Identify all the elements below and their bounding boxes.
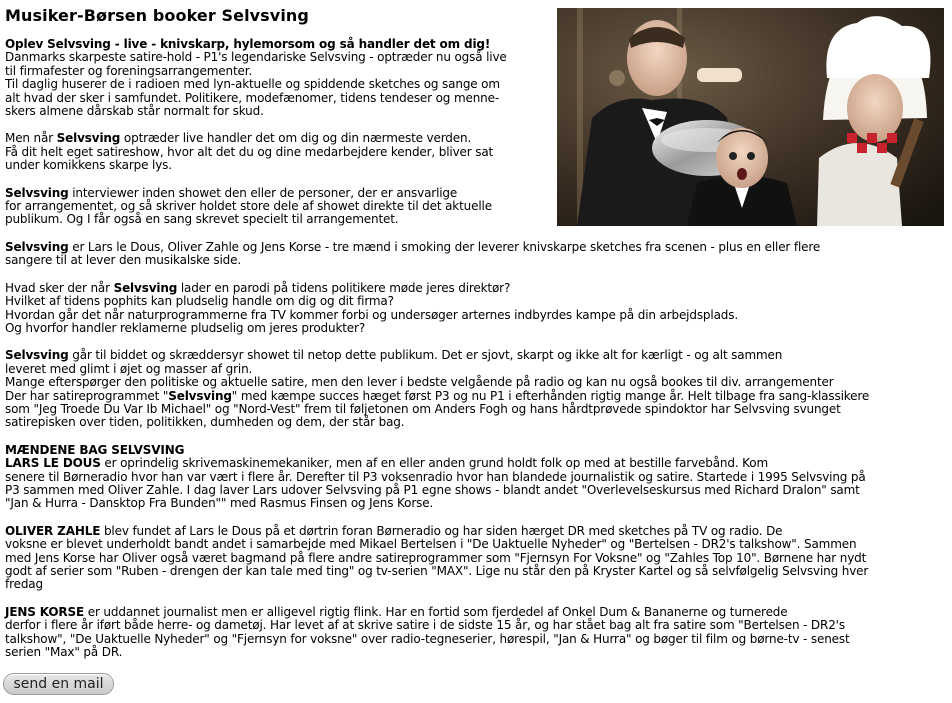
text-line: skers almene dårskab står normalt for skud. [5, 104, 264, 119]
brand-name: Selvsving [5, 348, 69, 363]
text-span: lader en parodi på tidens politikere møde jeres direktør? [177, 280, 511, 295]
text-line: satirepisken over tiden, politikken, dumheden og dem, der står bag. [5, 415, 405, 430]
text-line: for arrangementet, og så skriver holdet store dele af showet direkte til det aktuelle [5, 199, 492, 214]
member-name: LARS LE DOUS [5, 456, 101, 471]
text-span: interviewer inden showet den eller de personer, der er ansvarlige [68, 185, 458, 200]
text-span: er oprindelig skrivemaskinemekaniker, men af en eller anden grund holdt folk op med at bestille farvebånd. Kom [100, 456, 769, 471]
text-span: går til biddet og skræddersyr showet til netop dette publikum. Det er sjovt, skarpt og ikke alt for kærligt - og alt sammen [68, 348, 783, 363]
text-span: Hvad sker der når [5, 280, 114, 295]
text-line: under komikkens skarpe lys. [5, 158, 172, 173]
text-line: serien "Max" på DR. [5, 645, 123, 660]
text-line: P3 sammen med Oliver Zahle. I dag laver Lars udover Selvsving på P1 egne shows - blandt andet "Overlevelseskursus med Richard Dralon" samt [5, 482, 860, 497]
tailored-paragraph [5, 349, 945, 429]
text-line: alt hvad der sker i samfundet. Politikere, modefænomer, tidens tendeser og menne- [5, 90, 500, 105]
selvsving-photo [557, 8, 944, 226]
lars-bio [5, 444, 945, 511]
brand-name: Selvsving [113, 280, 178, 295]
text-line: Mange efterspørger den politiske og aktuelle satire, men den lever i bedste velgående på radio og kan nu også bookes til div. arrangementer [5, 375, 834, 390]
live-paragraph [5, 132, 550, 172]
brand-name: Selvsving [168, 388, 232, 403]
text-line: som "Jeg Troede Du Var Ib Michael" og "Nord-Vest" frem til føljetonen om Anders Fogh og hans hårdtprøvede spindoktor har Selvsving svunget [5, 401, 841, 416]
text-line: Hvordan går det når naturprogrammerne fra TV kommer forbi og undersøger arternes indbyrdes kampe på din arbejdsplads. [5, 307, 739, 322]
text-line: med Jens Korse har Oliver også været bagmand på flere andre satireprogrammer som "Fjernsyn For Voksne" og "Zahles Top 10". Børnene har nydt [5, 550, 867, 565]
text-span: er Lars le Dous, Oliver Zahle og Jens Korse - tre mænd i smoking der leverer knivskarpe sketches fra scenen - plus en eller flere [68, 239, 821, 254]
text-line: publikum. Og I får også en sang skrevet specielt til arrangementet. [5, 212, 399, 227]
text-line: leveret med glimt i øjet og masser af grin. [5, 361, 253, 376]
send-email-button[interactable]: send en mail [3, 673, 114, 695]
page-title: Musiker-Børsen booker Selvsving [5, 6, 309, 25]
text-span: Der har satireprogrammet " [5, 388, 169, 403]
section-heading: MÆNDENE BAG SELVSVING [5, 442, 185, 457]
text-line: derfor i flere år iført både herre- og dametøj. Har levet af at skrive satire i de sidste 15 år, og har stået bag alt fra satire som "Bertelsen - DR2's [5, 618, 845, 633]
text-span: Men når [5, 131, 57, 146]
text-line: til firmafester og foreningsarrangementer. [5, 63, 253, 78]
jens-bio [5, 606, 945, 660]
text-line: Til daglig huserer de i radioen med lyn-aktuelle og spiddende sketches og sange om [5, 77, 500, 92]
text-span: optræder live handler det om dig og din nærmeste verden. [120, 131, 472, 146]
text-line: Og hvorfor handler reklamerne pludselig om jeres produkter? [5, 320, 366, 335]
text-line: fredag [5, 577, 43, 592]
text-span: er uddannet journalist men er alligevel rigtig flink. Har en fortid som fjerdedel af Onkel Dum & Bananerne og turnerede [84, 604, 788, 619]
text-line: "Jan & Hurra - Dansktop Fra Bunden"" med Rasmus Finsen og Jens Korse. [5, 496, 434, 511]
text-line: talkshow", "De Uaktuelle Nyheder" og "Fjernsyn for voksne" over radio-tegneserier, hørespil, "Jan & Hurra" og bøger til film og børne-tv - senest [5, 631, 850, 646]
intro-headline: Oplev Selvsving - live - knivskarp, hylemorsom og så handler det om dig! [5, 37, 491, 51]
brand-name: Selvsving [5, 239, 69, 254]
brand-name: Selvsving [56, 131, 121, 146]
members-paragraph [5, 241, 945, 268]
intro-paragraph [5, 38, 550, 118]
text-line: godt af serier som "Ruben - drengen der kan tale med ting" og tv-serien "MAX". Lige nu står den på Kryster Kartel og så selvfølgelig Selvsving hver [5, 564, 869, 578]
text-line: voksne er blevet underholdt bandt andet i samarbejde med Mikael Bertelsen i "De Uaktuelle Nyheder" og "Bertelsen - DR2's talkshow". Sammen [5, 537, 857, 552]
questions-paragraph [5, 282, 945, 336]
oliver-bio [5, 525, 945, 592]
brand-name: Selvsving [5, 185, 69, 200]
text-span: blev fundet af Lars le Dous på et dørtrin foran Børneradio og har siden hærget DR med sketches på TV og radio. De [100, 523, 783, 538]
text-line: Få dit helt eget satireshow, hvor alt det du og dine medarbejdere kender, bliver sat [5, 144, 494, 159]
text-line: sangere til at lever den musikalske side. [5, 253, 242, 268]
interview-paragraph [5, 187, 550, 227]
text-line: senere til Børneradio hvor han var vært i flere år. Derefter til P3 voksenradio hvor han blandede journalistik og satire. Startede i 1995 Selvsving på [5, 469, 866, 484]
text-line: Hvilket af tidens pophits kan pludselig handle om dig og dit firma? [5, 294, 394, 309]
text-line: Danmarks skarpeste satire-hold - P1's legendariske Selvsving - optræder nu også live [5, 50, 507, 65]
text-span: " med kæmpe succes hæget først P3 og nu P1 i efterhånden rigtig mange år. Helt tilbage fra sang-klassikere [231, 388, 870, 403]
member-name: JENS KORSE [5, 604, 85, 619]
member-name: OLIVER ZAHLE [5, 523, 101, 538]
